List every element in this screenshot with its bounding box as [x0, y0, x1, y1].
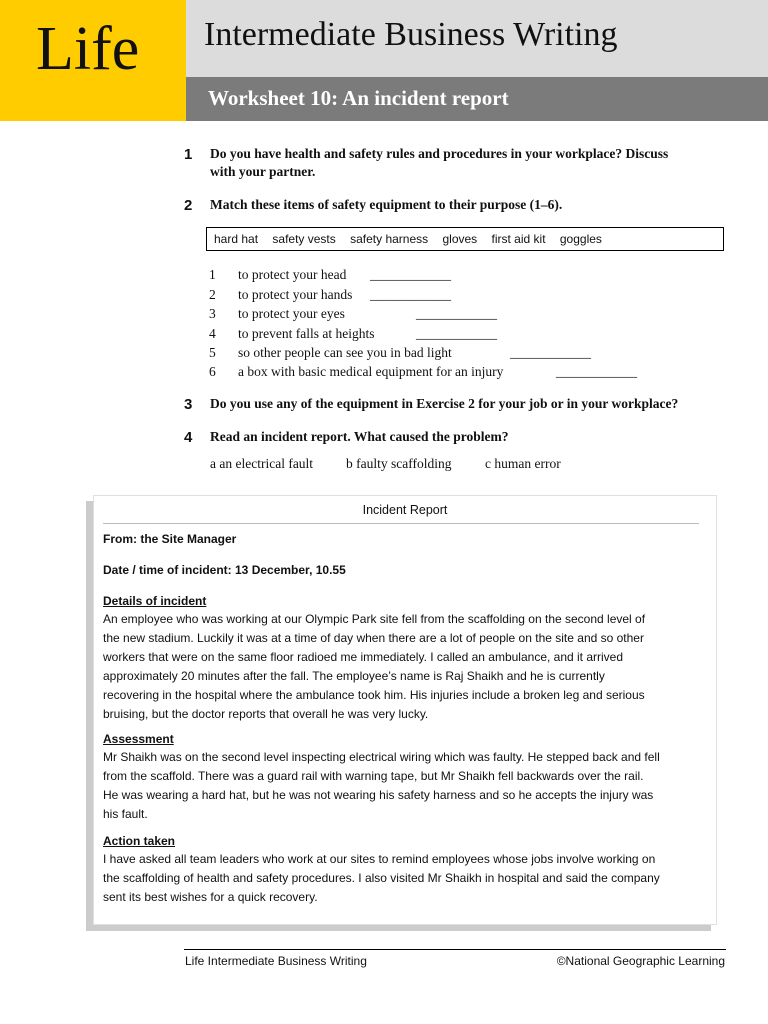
answer-option-b[interactable]: b faulty scaffolding — [346, 456, 452, 471]
page-title: Intermediate Business Writing — [204, 16, 618, 53]
answer-blank-4[interactable]: ____________ — [416, 326, 497, 341]
action-heading: Action taken — [103, 834, 176, 848]
report-from: From: the Site Manager — [103, 532, 237, 546]
question-1-text — [210, 145, 720, 181]
match-item-number: 1 — [209, 267, 216, 282]
match-item-text: to protect your eyes — [238, 306, 345, 321]
word-safety-vests: safety vests — [272, 232, 336, 246]
action-line: sent its best wishes for a quick recovery. — [103, 890, 318, 904]
question-4-text — [210, 428, 720, 446]
details-line: the new stadium. Luckily it was at a time of day when there are a lot of people on the site and so other — [103, 631, 644, 645]
question-number-4: 4 — [184, 429, 193, 446]
answer-blank-6[interactable]: ____________ — [556, 364, 637, 379]
word-goggles: goggles — [559, 232, 602, 246]
answer-blank-5[interactable]: ____________ — [510, 345, 591, 360]
word-safety-harness: safety harness — [350, 232, 429, 246]
action-line: the scaffolding of health and safety procedures. I also visited Mr Shaikh in hospital and said the company — [103, 871, 660, 885]
match-item-number: 2 — [209, 287, 216, 302]
answer-option-c[interactable]: c human error — [485, 456, 561, 471]
answer-blank-2[interactable]: ____________ — [370, 287, 451, 302]
footer-divider — [184, 949, 726, 950]
answer-option-a[interactable]: a an electrical fault — [210, 456, 314, 471]
question-2-text — [210, 196, 720, 214]
word-hard-hat: hard hat — [214, 232, 259, 246]
match-item-text: to protect your hands — [238, 287, 353, 302]
report-divider — [103, 523, 699, 524]
logo-block — [0, 0, 186, 121]
report-date: Date / time of incident: 13 December, 10.55 — [103, 563, 346, 577]
match-item-text: so other people can see you in bad light — [238, 345, 452, 360]
details-heading: Details of incident — [103, 594, 207, 608]
footer-left: Life Intermediate Business Writing — [185, 954, 367, 968]
match-item-number: 3 — [209, 306, 216, 321]
assessment-line: his fault. — [103, 807, 148, 821]
match-item-text: a box with basic medical equipment for an injury — [238, 364, 504, 379]
report-title: Incident Report — [362, 503, 448, 517]
match-item-number: 5 — [209, 345, 216, 360]
details-line: An employee who was working at our Olympic Park site fell from the scaffolding on the second level of — [103, 612, 646, 626]
assessment-heading: Assessment — [103, 732, 174, 746]
question-3-text — [210, 395, 720, 413]
answer-blank-1[interactable]: ____________ — [370, 267, 451, 282]
question-number-2: 2 — [184, 197, 193, 214]
word-first-aid-kit: first aid kit — [491, 232, 546, 246]
details-line: workers that were on the same floor radioed me immediately. I called an ambulance, and it arrived — [103, 650, 624, 664]
title-band — [186, 0, 768, 77]
subtitle-band — [186, 77, 768, 121]
question-number-3: 3 — [184, 396, 193, 413]
question-4-line-1: Read an incident report. What caused the problem? — [210, 429, 509, 444]
details-line: recovering in the hospital where the ambulance took him. His injuries include a broken leg and serious — [103, 688, 645, 702]
question-number-1: 1 — [184, 146, 193, 163]
match-item-text: to protect your head — [238, 267, 347, 282]
question-3-line-1: Do you use any of the equipment in Exercise 2 for your job or in your workplace? — [210, 396, 679, 411]
action-line: I have asked all team leaders who work at our sites to remind employees whose jobs involve working on — [103, 852, 656, 866]
assessment-line: from the scaffold. There was a guard rail with warning tape, but Mr Shaikh fell backwards over the rail. — [103, 769, 644, 783]
assessment-line: Mr Shaikh was on the second level inspecting electrical wiring which was faulty. He stepped back and fell — [103, 750, 660, 764]
assessment-line: He was wearing a hard hat, but he was not wearing his safety harness and so he accepts the injury was — [103, 788, 654, 802]
word-gloves: gloves — [442, 232, 478, 246]
question-1-line-1: Do you have health and safety rules and procedures in your workplace? Discuss — [210, 146, 669, 161]
match-item-text: to prevent falls at heights — [238, 326, 375, 341]
details-line: bruising, but the doctor reports that overall he was very lucky. — [103, 707, 429, 721]
logo-text: Life — [36, 15, 140, 83]
question-2-line-1: Match these items of safety equipment to their purpose (1–6). — [210, 197, 563, 212]
match-item-number: 4 — [209, 326, 216, 341]
worksheet-title: Worksheet 10: An incident report — [208, 86, 509, 110]
details-line: approximately 20 minutes after the fall. The employee’s name is Raj Shaikh and he is currently — [103, 669, 605, 683]
footer-right: ©National Geographic Learning — [556, 954, 725, 968]
question-1-line-2: with your partner. — [210, 164, 316, 179]
word-box — [206, 227, 724, 251]
answer-blank-3[interactable]: ____________ — [416, 306, 497, 321]
incident-report — [93, 495, 717, 925]
match-item-number: 6 — [209, 364, 216, 379]
